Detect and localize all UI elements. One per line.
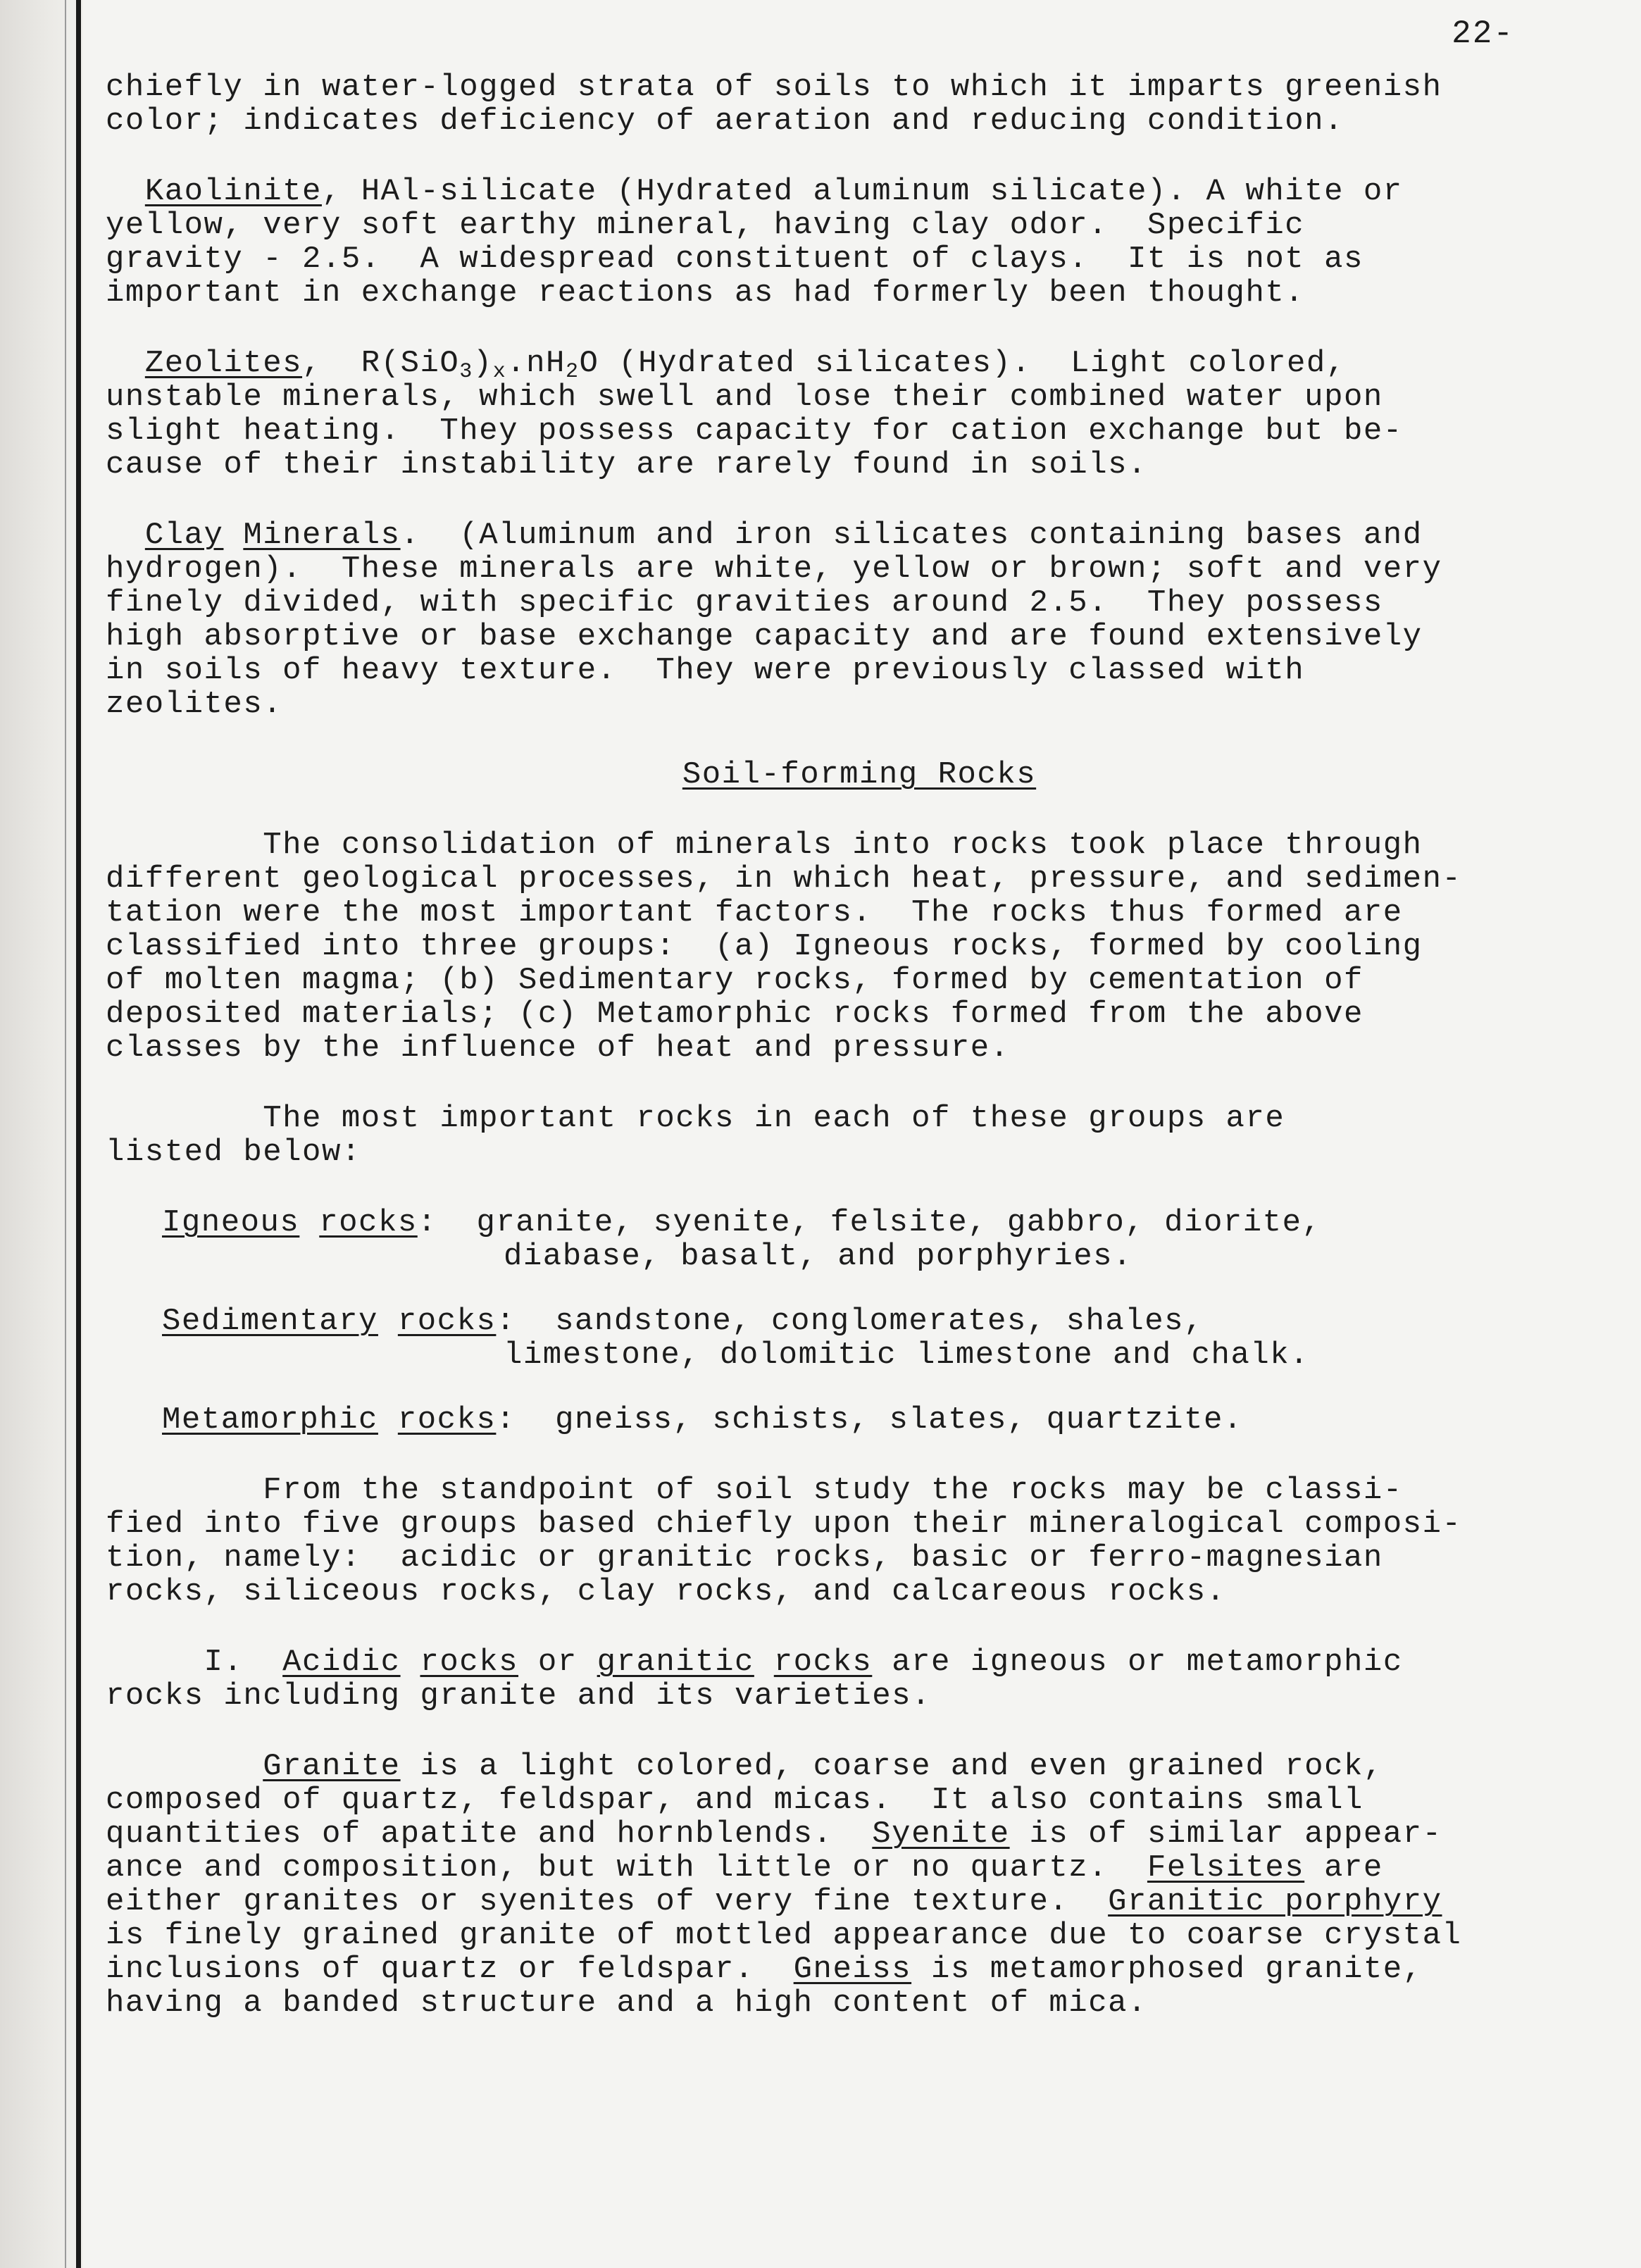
term-syenite: Syenite <box>872 1817 1010 1852</box>
text-line: deposited materials; (c) Metamorphic rocks formed from the above <box>106 997 1364 1032</box>
term-zeolites: Zeolites <box>144 346 303 381</box>
term-granitic-porphyry: Granitic porphyry <box>1108 1884 1442 1919</box>
term-minerals: Minerals <box>243 518 401 553</box>
term-acidic: Acidic <box>282 1645 401 1680</box>
text-line: of molten magma; (b) Sedimentary rocks, formed by cementation of <box>106 963 1364 998</box>
text-line: listed below: <box>106 1135 361 1170</box>
term-granitic: granitic <box>597 1645 754 1680</box>
text-line: yellow, very soft earthy mineral, having clay odor. Specific <box>106 208 1305 243</box>
text-line: having a banded structure and a high content of mica. <box>106 1986 1147 2021</box>
text-line: fied into five groups based chiefly upon their mineralogical composi- <box>106 1507 1462 1542</box>
text-line: chiefly in water-logged strata of soils to which it imparts greenish <box>106 70 1442 105</box>
text-line: ance and composition, but with little or no quartz. Felsites are <box>106 1850 1383 1886</box>
text-line: slight heating. They possess capacity for cation exchange but be- <box>106 413 1403 449</box>
text-line: gravity - 2.5. A widespread constituent of clays. It is not as <box>106 242 1364 277</box>
binding-line <box>76 0 81 2268</box>
document-body <box>106 70 1556 2020</box>
text-line: is finely grained granite of mottled appearance due to coarse crystal <box>106 1918 1462 1953</box>
term-rocks: rocks <box>420 1645 519 1680</box>
acidic-rocks-line: I. Acidic rocks or granitic rocks are igneous or metamorphic <box>106 1645 1403 1680</box>
text-line: finely divided, with specific gravities around 2.5. They possess <box>106 585 1383 621</box>
text-line: cause of their instability are rarely found in soils. <box>106 447 1147 482</box>
text-line: inclusions of quartz or feldspar. Gneiss is metamorphosed granite, <box>106 1952 1423 1987</box>
text-line: either granites or syenites of very fine texture. Granitic porphyry <box>106 1884 1442 1919</box>
text-line: tion, namely: acidic or granitic rocks, basic or ferro-magnesian <box>106 1540 1383 1576</box>
text-line: diabase, basalt, and porphyries. <box>504 1239 1133 1274</box>
text-line: rocks including granite and its varieties. <box>106 1678 931 1714</box>
text-line: color; indicates deficiency of aeration and reducing condition. <box>106 104 1344 139</box>
text-line: classes by the influence of heat and pressure. <box>106 1030 1010 1066</box>
text-line: rocks, siliceous rocks, clay rocks, and calcareous rocks. <box>106 1574 1226 1609</box>
text-line: The consolidation of minerals into rocks took place through <box>106 828 1423 863</box>
term-felsites: Felsites <box>1147 1850 1305 1886</box>
igneous-rocks-line: Igneous rocks: granite, syenite, felsite, gabbro, diorite, <box>162 1205 1322 1240</box>
text-line: different geological processes, in which heat, pressure, and sedimen- <box>106 861 1462 897</box>
term-igneous: Igneous <box>162 1205 300 1240</box>
text-line: unstable minerals, which swell and lose their combined water upon <box>106 380 1383 415</box>
text-line: in soils of heavy texture. They were previously classed with <box>106 653 1305 688</box>
metamorphic-rocks-line: Metamorphic rocks: gneiss, schists, slates, quartzite. <box>162 1402 1243 1438</box>
term-metamorphic: Metamorphic <box>162 1402 378 1438</box>
term-rocks: rocks <box>319 1205 418 1240</box>
text-line: zeolites. <box>106 687 283 722</box>
binding-shadow-line <box>65 0 66 2268</box>
term-rocks: rocks <box>397 1304 497 1339</box>
text-line: composed of quartz, feldspar, and micas. It also contains small <box>106 1783 1364 1818</box>
kaolinite-paragraph-line: Kaolinite, HAl-silicate (Hydrated aluminum silicate). A white or <box>144 174 1403 209</box>
text-line: quantities of apatite and hornblends. Syenite is of similar appear- <box>106 1817 1442 1852</box>
text-line: important in exchange reactions as had formerly been thought. <box>106 275 1305 311</box>
term-clay: Clay <box>144 518 224 553</box>
text-line: From the standpoint of soil study the rocks may be classi- <box>106 1473 1403 1508</box>
binding-edge <box>0 0 83 2268</box>
granite-paragraph-line: Granite is a light colored, coarse and even grained rock, <box>263 1749 1383 1784</box>
zeolites-paragraph-line: Zeolites, $R(SiO_3)_x.nH_2O$ (Hydrated silicates). Light colored, <box>144 346 1346 384</box>
term-granite: Granite <box>263 1749 401 1784</box>
term-rocks: rocks <box>773 1645 873 1680</box>
text-line: high absorptive or base exchange capacity and are found extensively <box>106 619 1423 654</box>
sedimentary-rocks-line: Sedimentary rocks: sandstone, conglomerates, shales, <box>162 1304 1204 1339</box>
term-gneiss: Gneiss <box>793 1952 912 1987</box>
section-heading: Soil-forming Rocks <box>682 757 1037 792</box>
term-rocks: rocks <box>397 1402 497 1438</box>
text-line: tation were the most important factors. The rocks thus formed are <box>106 895 1403 930</box>
page-number: 22- <box>1452 15 1514 52</box>
clay-paragraph-line: Clay Minerals. (Aluminum and iron silicates containing bases and <box>144 518 1423 553</box>
term-sedimentary: Sedimentary <box>162 1304 378 1339</box>
term-kaolinite: Kaolinite <box>144 174 322 209</box>
text-line: classified into three groups: (a) Igneous rocks, formed by cooling <box>106 929 1423 964</box>
text-line: hydrogen). These minerals are white, yellow or brown; soft and very <box>106 552 1442 587</box>
text-line: limestone, dolomitic limestone and chalk. <box>504 1338 1310 1373</box>
document-page <box>85 0 1641 2268</box>
text-line: The most important rocks in each of these groups are <box>106 1101 1285 1136</box>
